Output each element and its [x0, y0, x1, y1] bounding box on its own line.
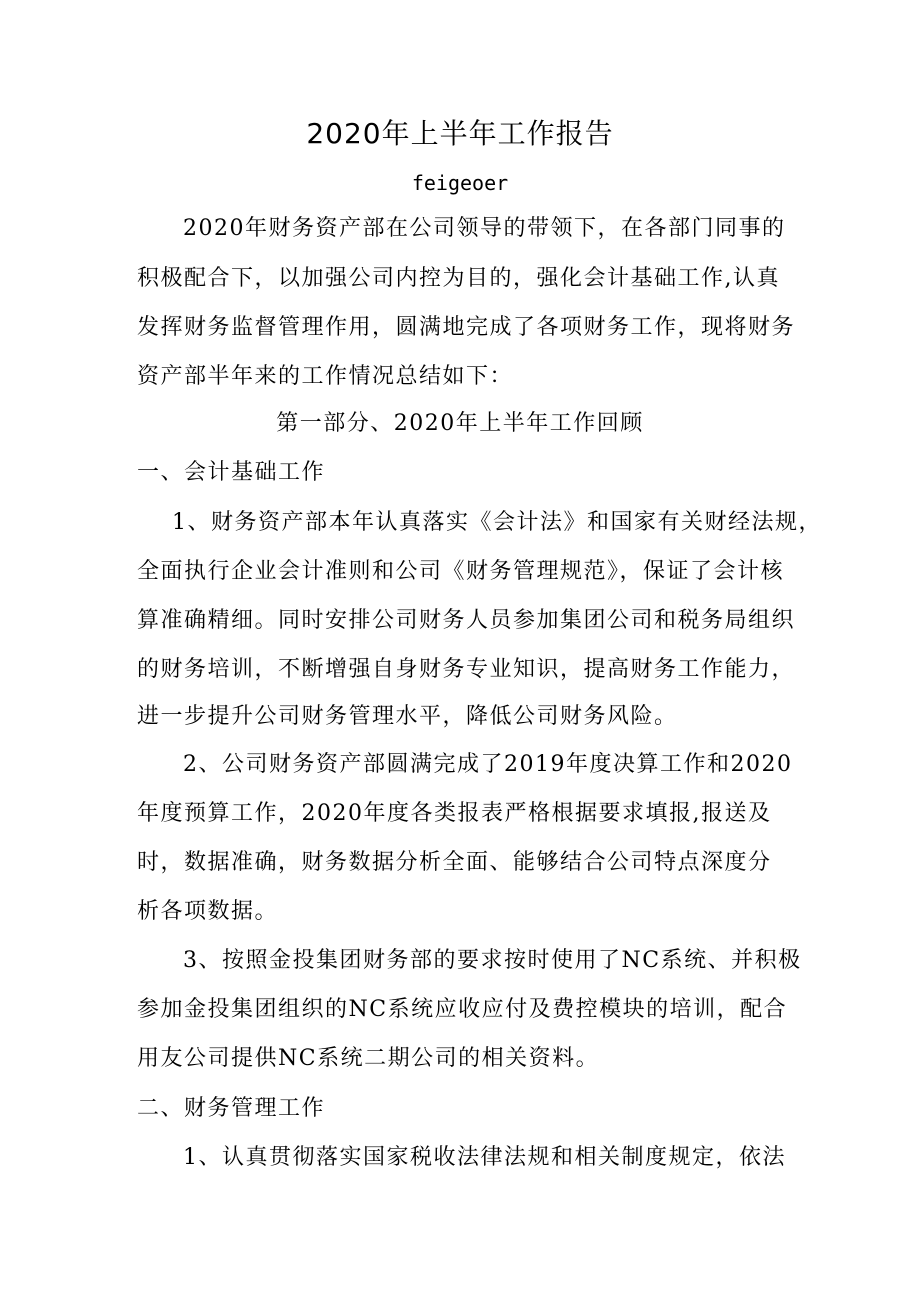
- paragraph-line: 全面执行企业会计准则和公司《财务管理规范》，保证了会计核: [137, 559, 785, 584]
- paragraph-line: 2、公司财务资产部圆满完成了2019年度决算工作和2020: [183, 752, 793, 777]
- paragraph-line: 参加金投集团组织的NC系统应收应付及费控模块的培训，配合: [137, 997, 788, 1022]
- intro-line: 积极配合下，以加强公司内控为目的，强化会计基础工作,认真: [137, 266, 780, 291]
- paragraph-line: 用友公司提供NC系统二期公司的相关资料。: [137, 1046, 600, 1071]
- paragraph-line: 算准确精细。同时安排公司财务人员参加集团公司和税务局组织: [137, 608, 796, 633]
- paragraph-line: 3、按照金投集团财务部的要求按时使用了NC系统、并积极: [183, 948, 802, 973]
- paragraph-line: 年度预算工作，2020年度各类报表严格根据要求填报,报送及: [137, 801, 772, 826]
- paragraph-line: 析各项数据。: [137, 899, 279, 924]
- intro-line: 2020年财务资产部在公司领导的带领下，在各部门同事的: [183, 216, 786, 241]
- intro-line: 发挥财务监督管理作用，圆满地完成了各项财务工作，现将财务: [137, 315, 796, 340]
- paragraph-line: 1、认真贯彻落实国家税收法律法规和相关制度规定，依法: [183, 1145, 786, 1170]
- paragraph-line: 进一步提升公司财务管理水平，降低公司财务风险。: [137, 704, 678, 729]
- document-author: feigeoer: [411, 171, 509, 195]
- part-heading: 第一部分、2020年上半年工作回顾: [276, 411, 644, 436]
- section-heading: 二、财务管理工作: [137, 1096, 326, 1121]
- paragraph-line: 的财务培训，不断增强自身财务专业知识，提高财务工作能力，: [137, 657, 796, 682]
- paragraph-line: 时，数据准确，财务数据分析全面、能够结合公司特点深度分: [137, 850, 772, 875]
- paragraph-line: 1、财务资产部本年认真落实《会计法》和国家有关财经法规，: [172, 510, 822, 535]
- section-heading: 一、会计基础工作: [137, 460, 326, 485]
- intro-line: 资产部半年来的工作情况总结如下：: [137, 364, 514, 389]
- document-title: 2020年上半年工作报告: [306, 117, 614, 150]
